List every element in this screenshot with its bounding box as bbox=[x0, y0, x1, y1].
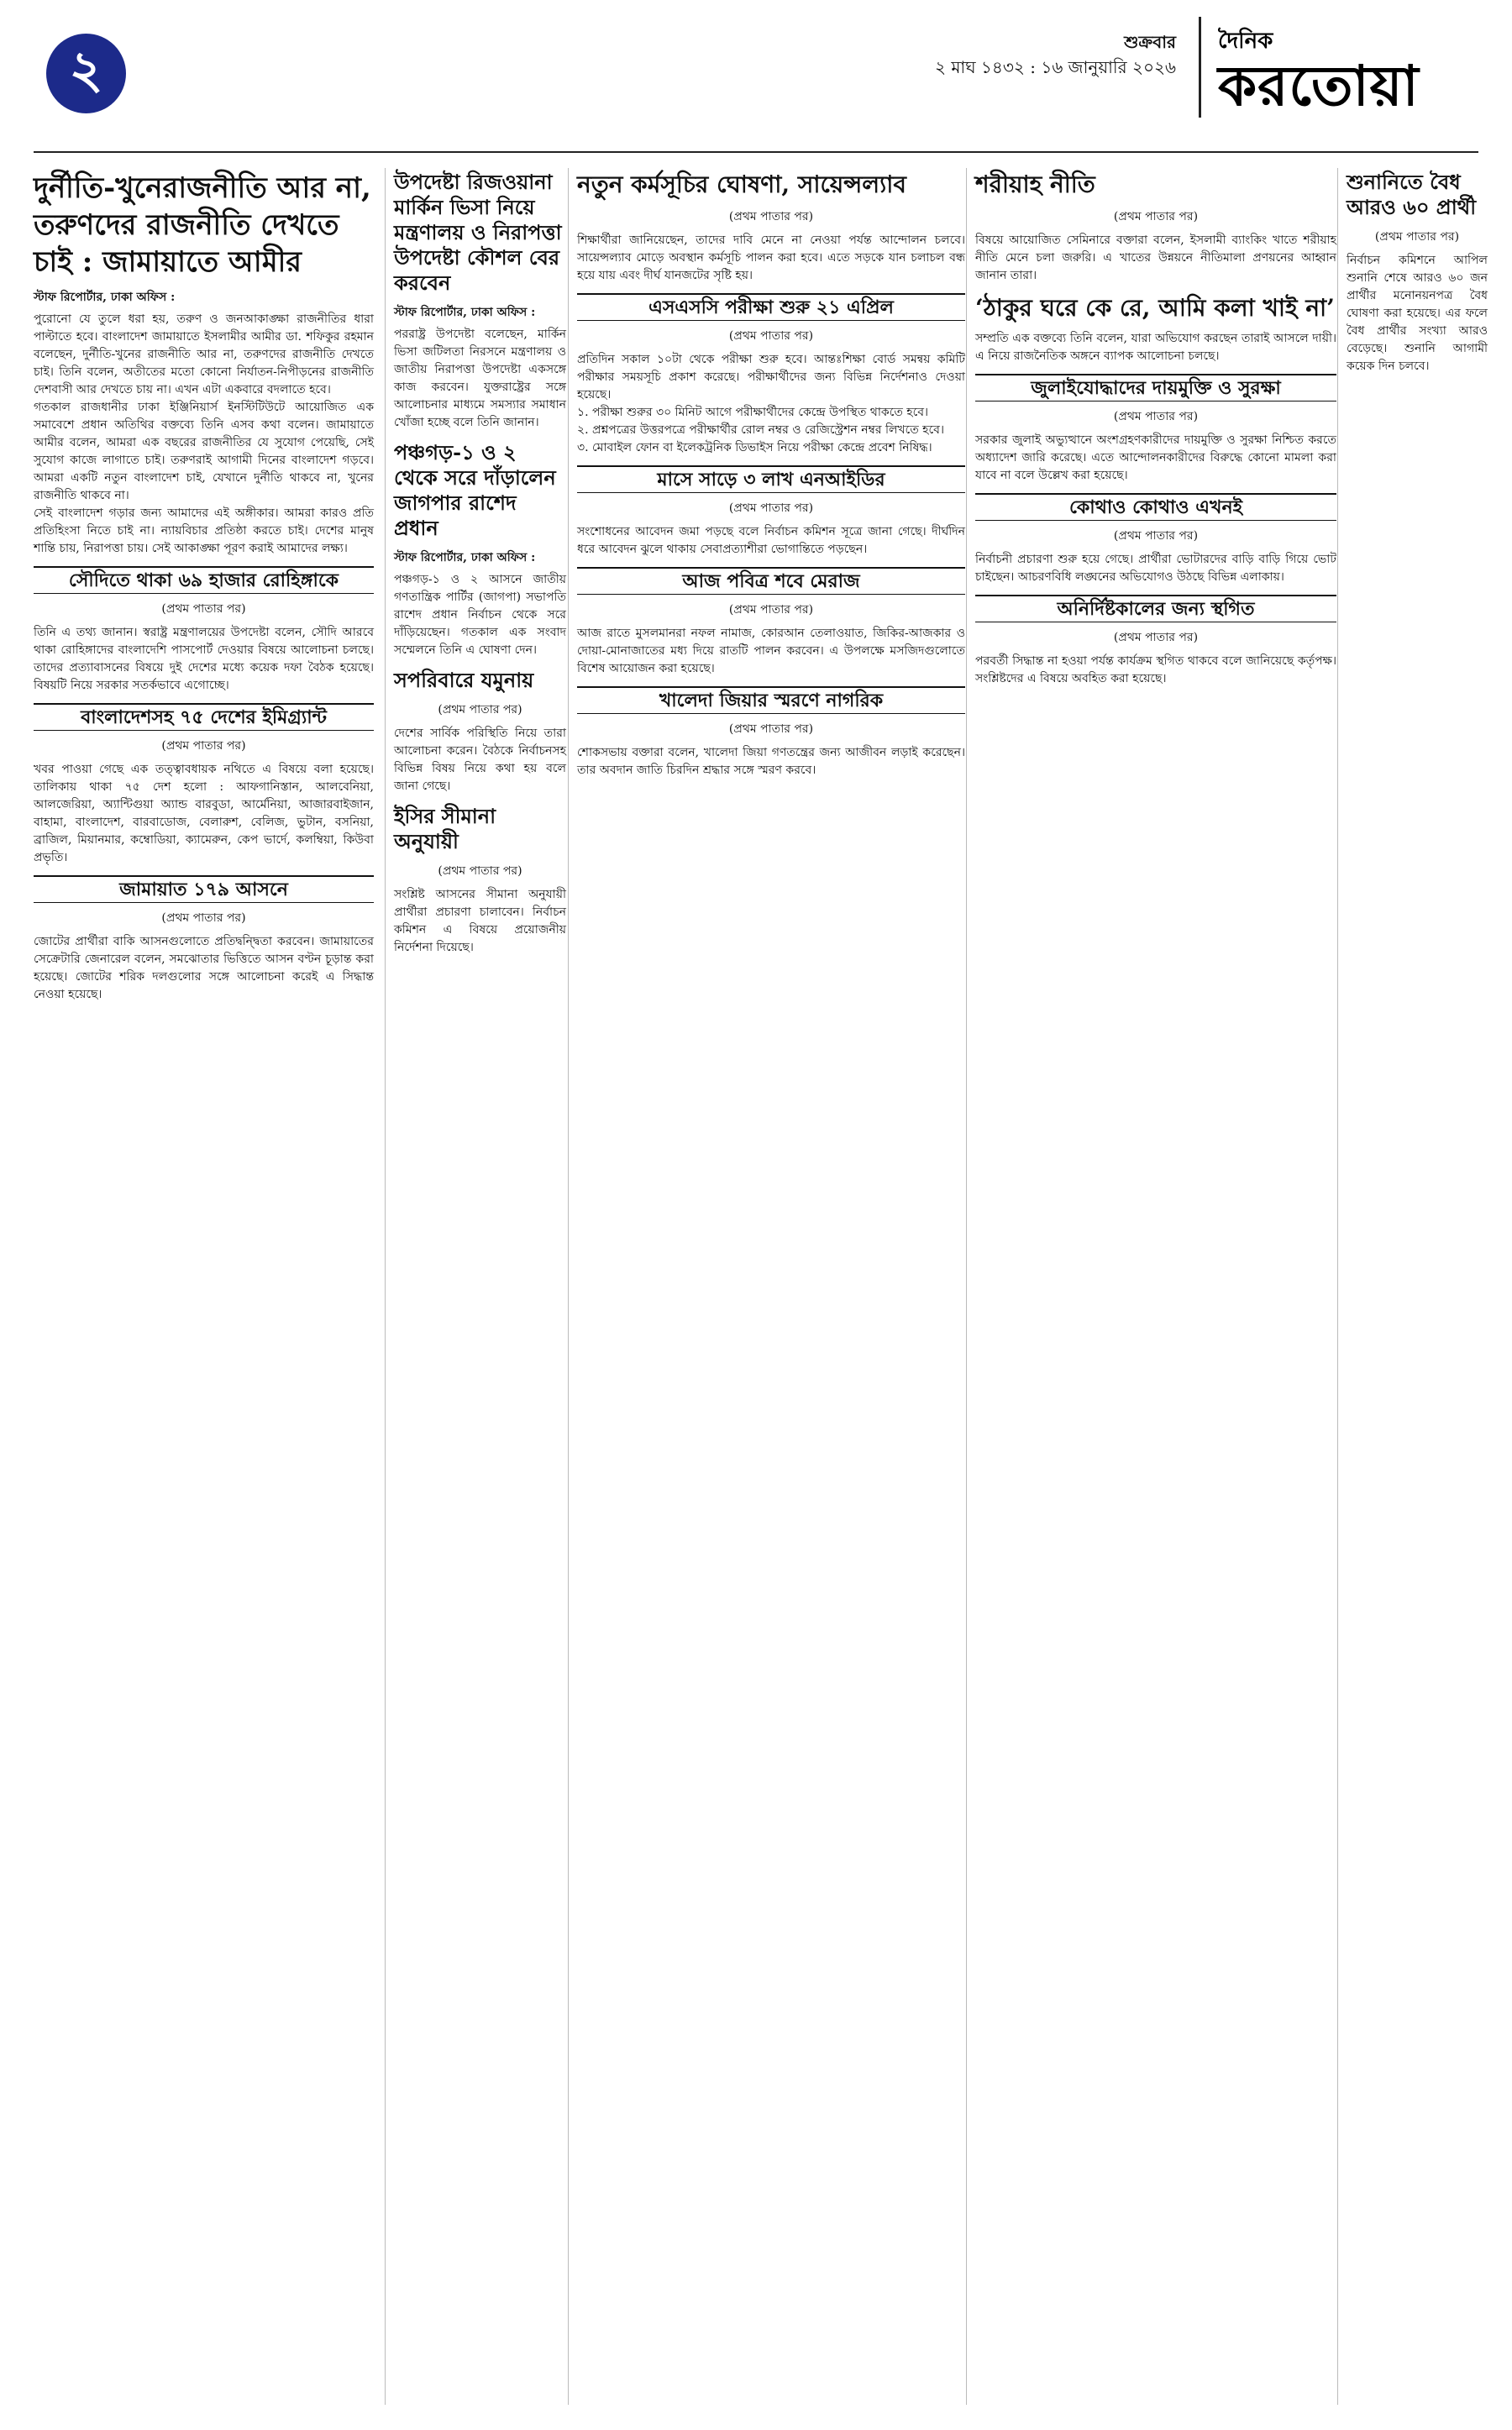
story-body: সরকার জুলাই অভ্যুত্থানে অংশগ্রহণকারীদের দায়মুক্তি ও সুরক্ষা নিশ্চিত করতে অধ্যাদেশ জারি করেছে। এতে আন্দোলনকারীদের বিরুদ্ধে কোনো মামলা করা যাবে না বলে উল্লেখ করা হয়েছে। bbox=[975, 433, 1341, 482]
headline-thakur: ‘ঠাকুর ঘরে কে রে, আমি কলা খাই না’ bbox=[975, 294, 1335, 322]
story-body: পররাষ্ট্র উপদেষ্টা বলেছেন, মার্কিন ভিসা জটিলতা নিরসনে মন্ত্রণালয় ও জাতীয় নিরাপত্তা উপদেষ্টা একসঙ্গে কাজ করবেন। যুক্তরাষ্ট্রের সঙ্গে আলোচনার মাধ্যমে সমস্যার সমাধান খোঁজা হচ্ছে বলে তিনি জানান। bbox=[394, 328, 570, 429]
dateline bbox=[935, 29, 1176, 80]
masthead-rule bbox=[34, 151, 1478, 153]
story-jamaat-179 bbox=[34, 875, 378, 1004]
logo-main-text: করতোয়া bbox=[1218, 53, 1420, 118]
story-advisor-visa bbox=[394, 170, 570, 432]
column-3 bbox=[568, 168, 974, 2405]
story-body: শিক্ষার্থীরা জানিয়েছেন, তাদের দাবি মেনে না নেওয়া পর্যন্ত আন্দোলন চলবে। সায়েন্সল্যাব মোড়ে অবস্থান কর্মসূচি পালন করা হবে। এতে সড়কে যান চলাচল বন্ধ হয়ে যায় এবং দীর্ঘ যানজটের সৃষ্টি হয়। bbox=[577, 234, 969, 282]
story-kothao bbox=[975, 493, 1341, 586]
story-jamuna bbox=[394, 668, 570, 795]
headline-nid: মাসে সাড়ে ৩ লাখ এনআইডির bbox=[577, 465, 965, 493]
headline-new-program: নতুন কর্মসূচির ঘোষণা, সায়েন্সল্যাব bbox=[577, 171, 906, 198]
headline-postponed: অনির্দিষ্টকালের জন্য স্থগিত bbox=[975, 595, 1336, 622]
story-body: নির্বাচনী প্রচারণা শুরু হয়ে গেছে। প্রার্থীরা ভোটারদের বাড়ি বাড়ি গিয়ে ভোট চাইছেন। আচরণবিধি লঙ্ঘনের অভিযোগও উঠছে বিভিন্ন এলাকায়। bbox=[975, 553, 1341, 584]
story-body: সম্প্রতি এক বক্তব্যে তিনি বলেন, যারা অভিযোগ করছেন তারাই আসলে দায়ী। এ নিয়ে রাজনৈতিক অঙ্গনে ব্যাপক আলোচনা চলছে। bbox=[975, 332, 1341, 363]
column-4 bbox=[966, 168, 1345, 2405]
story-body: জোটের প্রার্থীরা বাকি আসনগুলোতে প্রতিদ্বন্দ্বিতা করবেন। জামায়াতের সেক্রেটারি জেনারেল বলেন, সমঝোতার ভিত্তিতে আসন বণ্টন চূড়ান্ত করা হয়েছে। জোটের শরিক দলগুলোর সঙ্গে আলোচনা করেই এ সিদ্ধান্ত নেওয়া হয়েছে। bbox=[34, 935, 378, 1001]
story-body: পুরোনো যে তুলে ধরা হয়, তরুণ ও জনআকাঙ্ক্ষা রাজনীতির ধারা পাল্টাতে হবে। বাংলাদেশ জামায়াতে ইসলামীর আমীর ডা. শফিকুর রহমান বলেছেন, দুর্নীতি-খুনের রাজনীতি আর না, তরুণদের রাজনীতি দেখতে চাই। তিনি বলেন, অতীতের মতো কোনো নির্যাতন-নিপীড়নের রাজনীতি দেশবাসী আর দেখতে চায় না। এখন এটা একবারে বদলাতে হবে। গতকাল রাজধানীর ঢাকা ইঞ্জিনিয়ার্স ইনস্টিটিউটে আয়োজিত এক সমাবেশে প্রধান অতিথির বক্তব্যে তিনি এসব কথা বলেন। জামায়াতে আমীর বলেন, আমরা এক বছরের রাজনীতির যে সুযোগ পেয়েছি, সেই সুযোগ কাজে লাগাতে চাই। তরুণরাই আগামী দিনের বাংলাদেশ গড়বে। আমরা একটি নতুন বাংলাদেশ চাই, যেখানে দুর্নীতি থাকবে না, খুনের রাজনীতি থাকবে না। সেই বাংলাদেশ গড়ার জন্য আমাদের এই অঙ্গীকার। আমরা কারও প্রতি প্রতিহিংসা নিতে চাই না। ন্যায়বিচার প্রতিষ্ঠা করতে চাই। দেশের মানুষ শান্তি চায়, নিরাপত্তা চায়। সেই আকাঙ্ক্ষা পূরণ করাই আমাদের লক্ষ্য। bbox=[34, 312, 374, 555]
story-body: আজ রাতে মুসলমানরা নফল নামাজ, কোরআন তেলাওয়াত, জিকির-আজকার ও দোয়া-মোনাজাতের মধ্য দিয়ে রাতটি পালন করবেন। এ উপলক্ষে মসজিদগুলোতে বিশেষ আয়োজন করা হয়েছে। bbox=[577, 627, 969, 675]
headline-ssc-exam: এসএসসি পরীক্ষা শুরু ২১ এপ্রিল bbox=[577, 293, 965, 321]
headline-jamuna: সপরিবারে যমুনায় bbox=[394, 668, 534, 692]
story-khaleda-memorial bbox=[577, 686, 969, 779]
story-shab-e-meraj bbox=[577, 567, 969, 678]
story-body: সংশোধনের আবেদন জমা পড়ছে বলে নির্বাচন কমিশন সূত্রে জানা গেছে। দীর্ঘদিন ধরে আবেদন ঝুলে থাকায় সেবাপ্রত্যাশীরা ভোগান্তিতে পড়ছেন। bbox=[577, 525, 969, 556]
kicker: (প্রথম পাতার পর) bbox=[728, 210, 814, 223]
story-postponed bbox=[975, 595, 1341, 688]
headline-valid-candidates: শুনানিতে বৈধ আরও ৬০ প্রার্থী bbox=[1347, 170, 1477, 219]
headline-saudi-rohingya: সৌদিতে থাকা ৬৯ হাজার রোহিঙ্গাকে bbox=[34, 566, 374, 594]
story-saudi-rohingya bbox=[34, 566, 378, 695]
kicker: (প্রথম পাতার পর) bbox=[728, 603, 814, 617]
story-nid bbox=[577, 465, 969, 559]
story-body: দেশের সার্বিক পরিস্থিতি নিয়ে তারা আলোচনা করেন। বৈঠকে নির্বাচনসহ বিভিন্ন বিষয় নিয়ে কথা হয় বলে জানা গেছে। bbox=[394, 727, 570, 793]
kicker: (প্রথম পাতার পর) bbox=[1113, 529, 1199, 543]
story-ec-boundary bbox=[394, 804, 570, 957]
story-immigrant bbox=[34, 703, 378, 867]
story-valid-candidates bbox=[1347, 170, 1492, 375]
kicker: (প্রথম পাতার পর) bbox=[161, 739, 246, 753]
kicker: (প্রথম পাতার পর) bbox=[161, 911, 246, 925]
dateline-day: শুক্রবার bbox=[1124, 32, 1176, 52]
kicker: (প্রথম পাতার পর) bbox=[1374, 230, 1460, 244]
story-body: নির্বাচন কমিশনে আপিল শুনানি শেষে আরও ৬০ জন প্রার্থীর মনোনয়নপত্র বৈধ ঘোষণা করা হয়েছে। এর ফলে বৈধ প্রার্থীর সংখ্যা আরও বেড়েছে। শুনানি আগামী কয়েক দিন চলবে। bbox=[1347, 254, 1492, 373]
column-2 bbox=[385, 168, 575, 2405]
story-thakur bbox=[975, 293, 1341, 365]
kicker: (প্রথম পাতার পর) bbox=[438, 864, 522, 878]
headline-shab-e-meraj: আজ পবিত্র শবে মেরাজ bbox=[577, 567, 965, 595]
kicker: (প্রথম পাতার পর) bbox=[1113, 210, 1199, 223]
kicker: (প্রথম পাতার পর) bbox=[1113, 631, 1199, 644]
story-body: সংশ্লিষ্ট আসনের সীমানা অনুযায়ী প্রার্থীরা প্রচারণা চালাবেন। নির্বাচন কমিশন এ বিষয়ে প্রয়োজনীয় নির্দেশনা দিয়েছে। bbox=[394, 888, 570, 954]
story-julai-fighters bbox=[975, 374, 1341, 485]
headline-advisor-visa: উপদেষ্টা রিজওয়ানা মার্কিন ভিসা নিয়ে মন্ত্রণালয় ও নিরাপত্তা উপদেষ্টা কৌশল বের করবেন bbox=[394, 170, 562, 295]
byline: স্টাফ রিপোর্টার, ঢাকা অফিস : bbox=[34, 291, 176, 304]
kicker: (প্রথম পাতার পর) bbox=[438, 703, 522, 716]
newspaper-logo bbox=[1199, 17, 1478, 118]
headline-immigrant: বাংলাদেশসহ ৭৫ দেশের ইমিগ্র্যান্ট bbox=[34, 703, 374, 731]
page-number-badge: ২ bbox=[46, 34, 126, 113]
headline-jamaat-ameer: দুর্নীতি-খুনেরাজনীতি আর না, তরুণদের রাজনীতি দেখতে চাই : জামায়াতে আমীর bbox=[34, 171, 371, 279]
headline-panchagarh: পঞ্চগড়-১ ও ২ থেকে সরে দাঁড়ালেন জাগপার রাশেদ প্রধান bbox=[394, 440, 556, 540]
story-body: প্রতিদিন সকাল ১০টা থেকে পরীক্ষা শুরু হবে। আন্তঃশিক্ষা বোর্ড সমন্বয় কমিটি পরীক্ষার সময়সূচি প্রকাশ করেছে। পরীক্ষার্থীদের জন্য বিভিন্ন নির্দেশনাও দেওয়া হয়েছে। ১. পরীক্ষা শুরুর ৩০ মিনিট আগে পরীক্ষার্থীদের কেন্দ্রে উপস্থিত থাকতে হবে। ২. প্রশ্নপত্রের উত্তরপত্রে পরীক্ষার্থীর রোল নম্বর ও রেজিস্ট্রেশন নম্বর লিখতে হবে। ৩. মোবাইল ফোন বা ইলেকট্রনিক ডিভাইস নিয়ে পরীক্ষা কেন্দ্রে প্রবেশ নিষিদ্ধ। bbox=[577, 353, 965, 454]
masthead bbox=[0, 0, 1512, 143]
column-5 bbox=[1337, 168, 1492, 2405]
story-body: পরবর্তী সিদ্ধান্ত না হওয়া পর্যন্ত কার্যক্রম স্থগিত থাকবে বলে জানিয়েছে কর্তৃপক্ষ। সংশ্লিষ্টদের এ বিষয়ে অবহিত করা হয়েছে। bbox=[975, 654, 1341, 685]
headline-khaleda-memorial: খালেদা জিয়ার স্মরণে নাগরিক bbox=[577, 686, 965, 714]
headline-jamaat-179: জামায়াত ১৭৯ আসনে bbox=[34, 875, 374, 903]
headline-shariah: শরীয়াহ নীতি bbox=[975, 171, 1095, 198]
byline: স্টাফ রিপোর্টার, ঢাকা অফিস : bbox=[394, 551, 536, 564]
story-new-program bbox=[577, 170, 969, 285]
story-body: শোকসভায় বক্তারা বলেন, খালেদা জিয়া গণতন্ত্রের জন্য আজীবন লড়াই করেছেন। তার অবদান জাতি চিরদিন শ্রদ্ধার সঙ্গে স্মরণ করবে। bbox=[577, 746, 969, 777]
kicker: (প্রথম পাতার পর) bbox=[1113, 410, 1199, 423]
story-panchagarh bbox=[394, 440, 570, 659]
logo-small-text: দৈনিক bbox=[1218, 29, 1273, 54]
story-body: পঞ্চগড়-১ ও ২ আসনে জাতীয় গণতান্ত্রিক পার্টির (জাগপা) সভাপতি রাশেদ প্রধান নির্বাচন থেকে সরে দাঁড়িয়েছেন। গতকাল এক সংবাদ সম্মেলনে তিনি এ ঘোষণা দেন। bbox=[394, 573, 570, 657]
headline-kothao: কোথাও কোথাও এখনই bbox=[975, 493, 1336, 521]
story-body: খবর পাওয়া গেছে এক তত্ত্বাবধায়ক নথিতে এ বিষয়ে বলা হয়েছে। তালিকায় থাকা ৭৫ দেশ হলো : আফগানিস্তান, আলবেনিয়া, আলজেরিয়া, অ্যান্টিগুয়া অ্যান্ড বারবুডা, আর্মেনিয়া, আজারবাইজান, বাহামা, বাংলাদেশ, বারবাডোজ, বেলারুশ, বেলিজ, ভুটান, বসনিয়া, ব্রাজিল, মিয়ানমার, কম্বোডিয়া, ক্যামেরুন, কেপ ভার্দে, কলম্বিয়া, কিউবা প্রভৃতি। bbox=[34, 763, 378, 864]
story-body: বিষয়ে আয়োজিত সেমিনারে বক্তারা বলেন, ইসলামী ব্যাংকিং খাতে শরীয়াহ নীতি মেনে চলা জরুরি। এ খাতের উন্নয়নে নীতিমালা প্রণয়নের আহ্বান জানান তারা। bbox=[975, 234, 1341, 282]
headline-julai-fighters: জুলাইযোদ্ধাদের দায়মুক্তি ও সুরক্ষা bbox=[975, 374, 1336, 402]
dateline-date: ২ মাঘ ১৪৩২ : ১৬ জানুয়ারি ২০২৬ bbox=[934, 57, 1176, 77]
story-jamaat-ameer bbox=[34, 170, 374, 558]
story-ssc-exam bbox=[577, 293, 965, 457]
kicker: (প্রথম পাতার পর) bbox=[728, 329, 814, 343]
column-1 bbox=[34, 168, 382, 2405]
kicker: (প্রথম পাতার পর) bbox=[728, 501, 814, 515]
byline: স্টাফ রিপোর্টার, ঢাকা অফিস : bbox=[394, 306, 536, 319]
kicker: (প্রথম পাতার পর) bbox=[728, 722, 814, 736]
story-body: তিনি এ তথ্য জানান। স্বরাষ্ট্র মন্ত্রণালয়ের উপদেষ্টা বলেন, সৌদি আরবে থাকা রোহিঙ্গাদের বাংলাদেশি পাসপোর্ট দেওয়ার বিষয়ে আলোচনা চলছে। তাদের প্রত্যাবাসনের বিষয়ে দুই দেশের মধ্যে কয়েক দফা বৈঠক হয়েছে। বিষয়টি নিয়ে সরকার সতর্কভাবে এগোচ্ছে। bbox=[34, 626, 378, 692]
story-shariah bbox=[975, 170, 1341, 285]
headline-ec-boundary: ইসির সীমানা অনুযায়ী bbox=[394, 804, 496, 853]
kicker: (প্রথম পাতার পর) bbox=[161, 602, 246, 616]
